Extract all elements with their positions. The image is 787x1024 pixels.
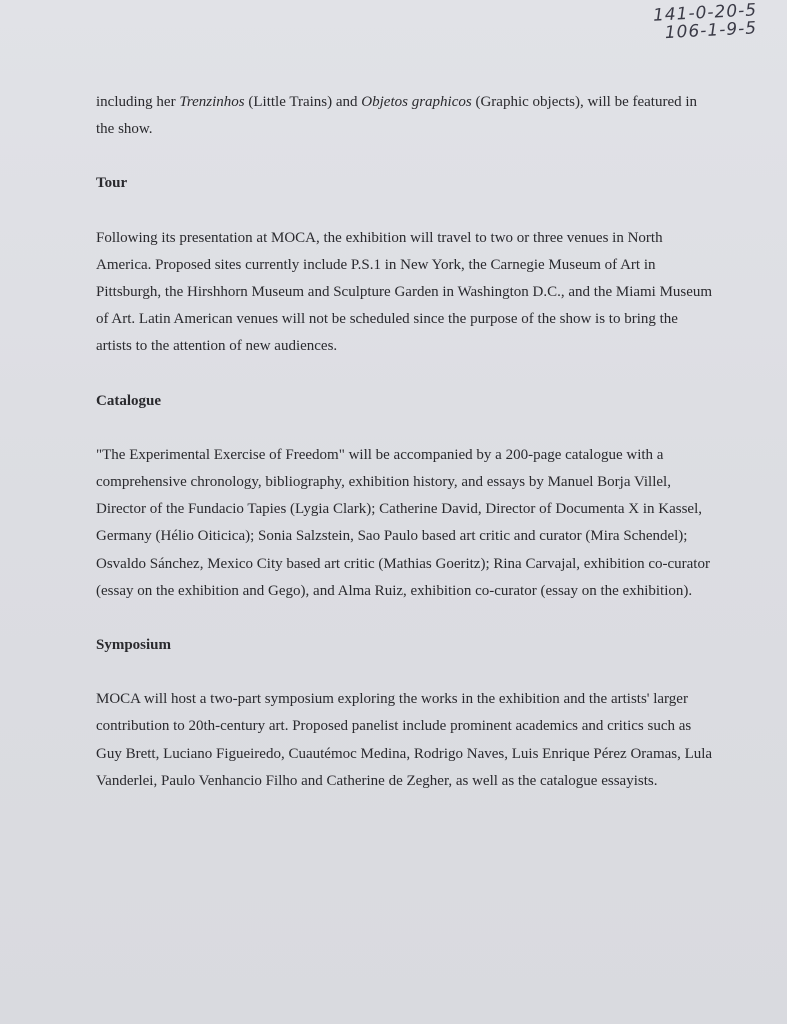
handwritten-annotation bbox=[652, 0, 758, 44]
annotation-line-1: 141-0-20-5 bbox=[652, 0, 758, 26]
intro-text-before: including her bbox=[96, 94, 180, 110]
catalogue-paragraph: "The Experimental Exercise of Freedom" will be accompanied by a 200-page catalogue with a comprehensive chronology, bibliography, exhibition history, and essays by Manuel Borja Villel, Director of the Fundacio Tapies (Lygia Clark); Catherine David, Director of Documenta X in Kassel, Germany (Hélio Oiticica); Sonia Salzstein, Sao Paulo based art critic and curator (Mira Schendel); Osvaldo Sánchez, Mexico City based art critic (Mathias Goeritz); Rina Carvajal, exhibition co-curator (essay on the exhibition and Gego), and Alma Ruiz, exhibition co-curator (essay on the exhibition). bbox=[96, 446, 710, 599]
document-body bbox=[96, 89, 716, 795]
tour-heading: Tour bbox=[96, 175, 128, 192]
tour-paragraph: Following its presentation at MOCA, the exhibition will travel to two or three venues in North America. Proposed sites currently include P.S.1 in New York, the Carnegie Museum of Art in Pittsburgh, the Hirshhorn Museum and Sculpture Garden in Washington D.C., and the Miami Museum of Art. Latin American venues will not be scheduled since the purpose of the show is to bring the artists to the attention of new audiences. bbox=[96, 229, 713, 355]
intro-paragraph bbox=[96, 89, 716, 143]
catalogue-heading: Catalogue bbox=[96, 392, 161, 409]
symposium-paragraph: MOCA will host a two-part symposium exploring the works in the exhibition and the artists' larger contribution to 20th-century art. Proposed panelist include prominent academics and critics such as Guy Brett, Luciano Figueiredo, Cuautémoc Medina, Rodrigo Naves, Luis Enrique Pérez Oramas, Lula Vanderlei, Paulo Venhancio Filho and Catherine de Zegher, as well as the catalogue essayists. bbox=[96, 691, 713, 789]
annotation-line-2: 106-1-9-5 bbox=[664, 18, 758, 44]
intro-title-trenzinhos: Trenzinhos bbox=[179, 94, 245, 110]
intro-title-objetos: Objetos graphicos bbox=[361, 94, 472, 110]
symposium-heading: Symposium bbox=[96, 637, 172, 654]
intro-text-after: (Graphic objects), will be featured in the show. bbox=[96, 94, 698, 138]
intro-text-mid: (Little Trains) and bbox=[244, 94, 362, 110]
